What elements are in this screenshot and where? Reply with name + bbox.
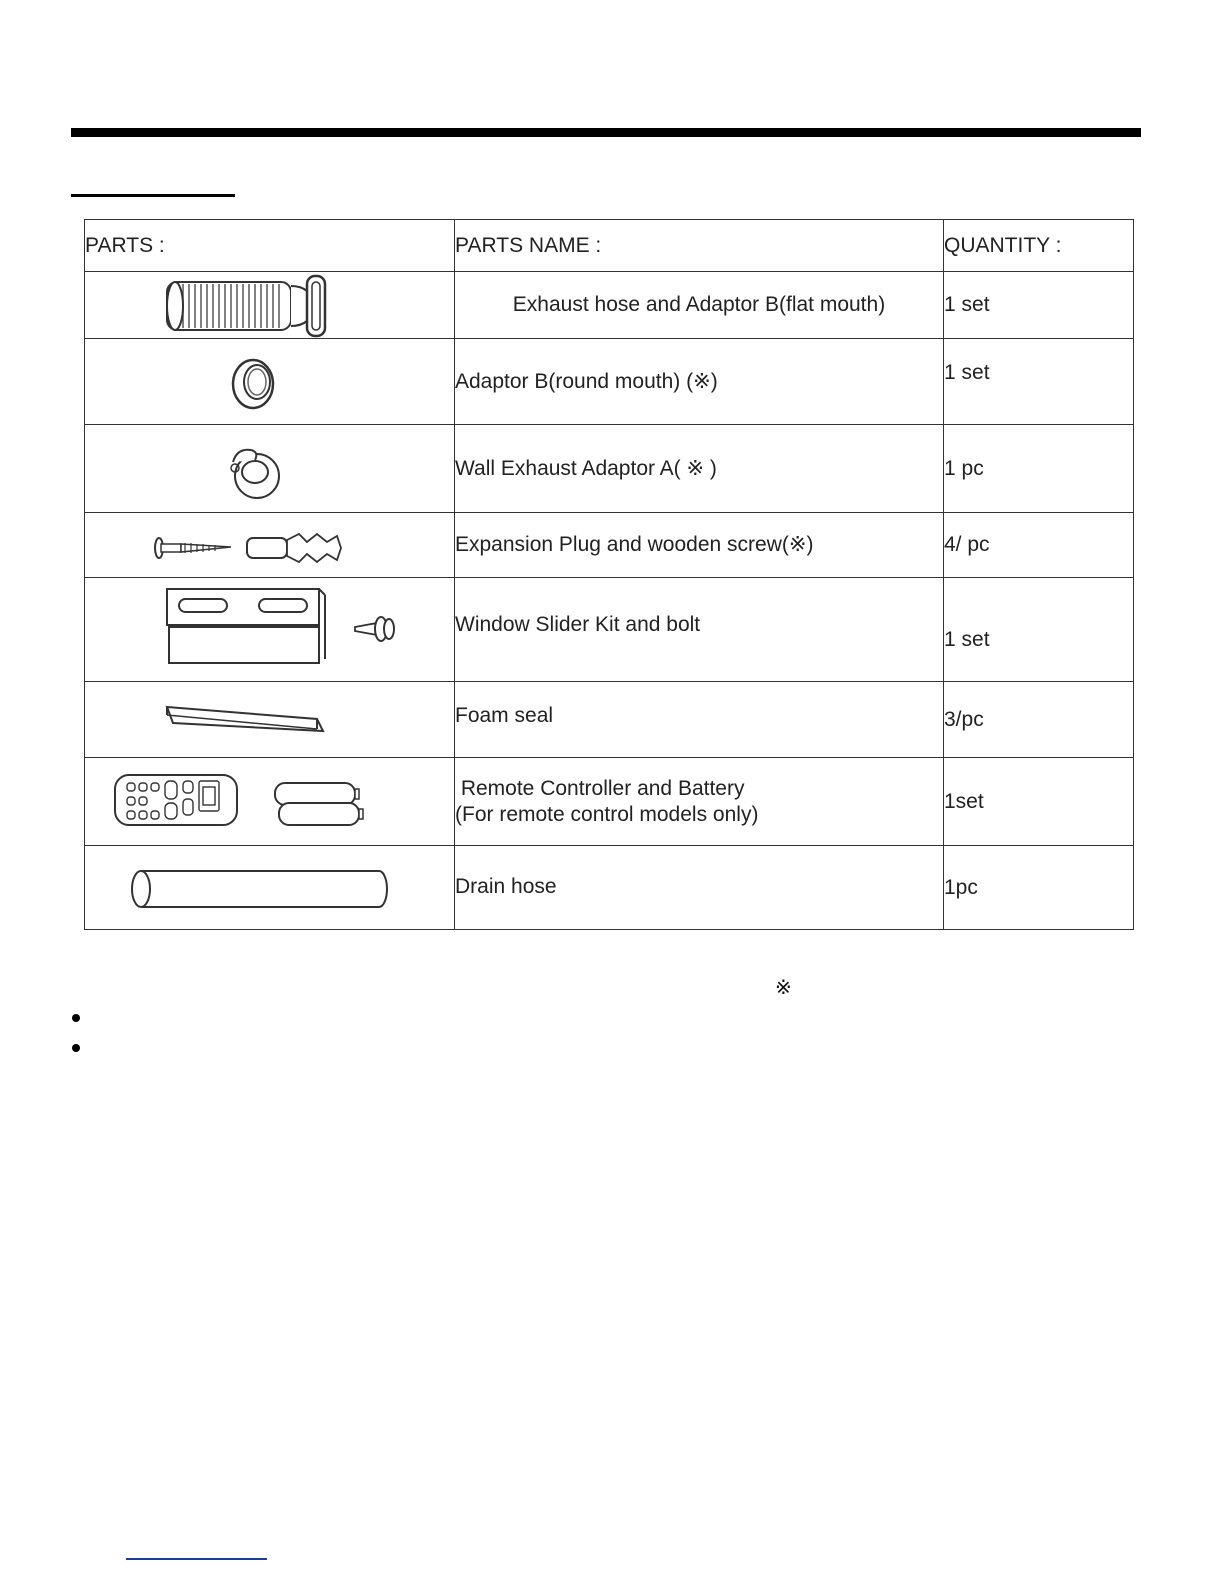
table-row	[85, 339, 1134, 425]
table-row	[85, 758, 1134, 846]
wall-adaptor-icon	[85, 426, 453, 512]
foam-seal-icon	[85, 683, 453, 757]
header-quantity: QUANTITY :	[944, 220, 1134, 272]
part-name: Expansion Plug and wooden screw(※)	[455, 513, 944, 578]
part-quantity: 1set	[944, 758, 1134, 846]
part-image-cell	[85, 682, 455, 758]
drain-hose-icon	[85, 847, 453, 929]
part-quantity: 1 pc	[944, 425, 1134, 513]
part-image-cell	[85, 758, 455, 846]
part-quantity: 1 set	[944, 578, 1134, 682]
table-row	[85, 425, 1134, 513]
header-parts-name: PARTS NAME :	[455, 220, 944, 272]
table-header-row	[85, 220, 1134, 272]
bullet-point	[72, 1044, 80, 1052]
part-quantity: 1pc	[944, 846, 1134, 930]
part-quantity: 1 set	[944, 272, 1134, 339]
part-name: Adaptor B(round mouth) (※)	[455, 339, 944, 425]
table-row	[85, 578, 1134, 682]
part-name-cell	[455, 758, 944, 846]
part-quantity: 1 set	[944, 339, 1134, 425]
part-image-cell	[85, 339, 455, 425]
part-image-cell	[85, 272, 455, 339]
part-image-cell	[85, 578, 455, 682]
part-name: Foam seal	[455, 682, 944, 758]
part-name-note: (For remote control models only)	[455, 802, 759, 826]
parts-table	[84, 219, 1134, 930]
note-mark: ※	[775, 977, 792, 999]
part-name: Window Slider Kit and bolt	[455, 578, 944, 682]
table-row	[85, 682, 1134, 758]
table-row	[85, 513, 1134, 578]
heading-underline	[71, 194, 235, 197]
bullet-point	[72, 1014, 80, 1022]
table-row	[85, 272, 1134, 339]
remote-battery-icon	[85, 759, 453, 845]
top-rule	[71, 128, 1141, 137]
part-name: Wall Exhaust Adaptor A( ※ )	[455, 425, 944, 513]
window-slider-icon	[85, 579, 453, 681]
part-quantity: 3/pc	[944, 682, 1134, 758]
part-name: Exhaust hose and Adaptor B(flat mouth)	[455, 272, 944, 339]
part-image-cell	[85, 846, 455, 930]
exhaust-hose-icon	[85, 272, 453, 338]
part-name: Remote Controller and Battery	[455, 776, 745, 800]
round-adaptor-icon	[85, 340, 453, 424]
header-parts: PARTS :	[85, 220, 455, 272]
part-quantity: 4/ pc	[944, 513, 1134, 578]
footer-link-underline[interactable]	[126, 1558, 267, 1560]
part-image-cell	[85, 425, 455, 513]
part-name: Drain hose	[455, 846, 944, 930]
table-row	[85, 846, 1134, 930]
screw-plug-icon	[85, 514, 453, 577]
part-image-cell	[85, 513, 455, 578]
